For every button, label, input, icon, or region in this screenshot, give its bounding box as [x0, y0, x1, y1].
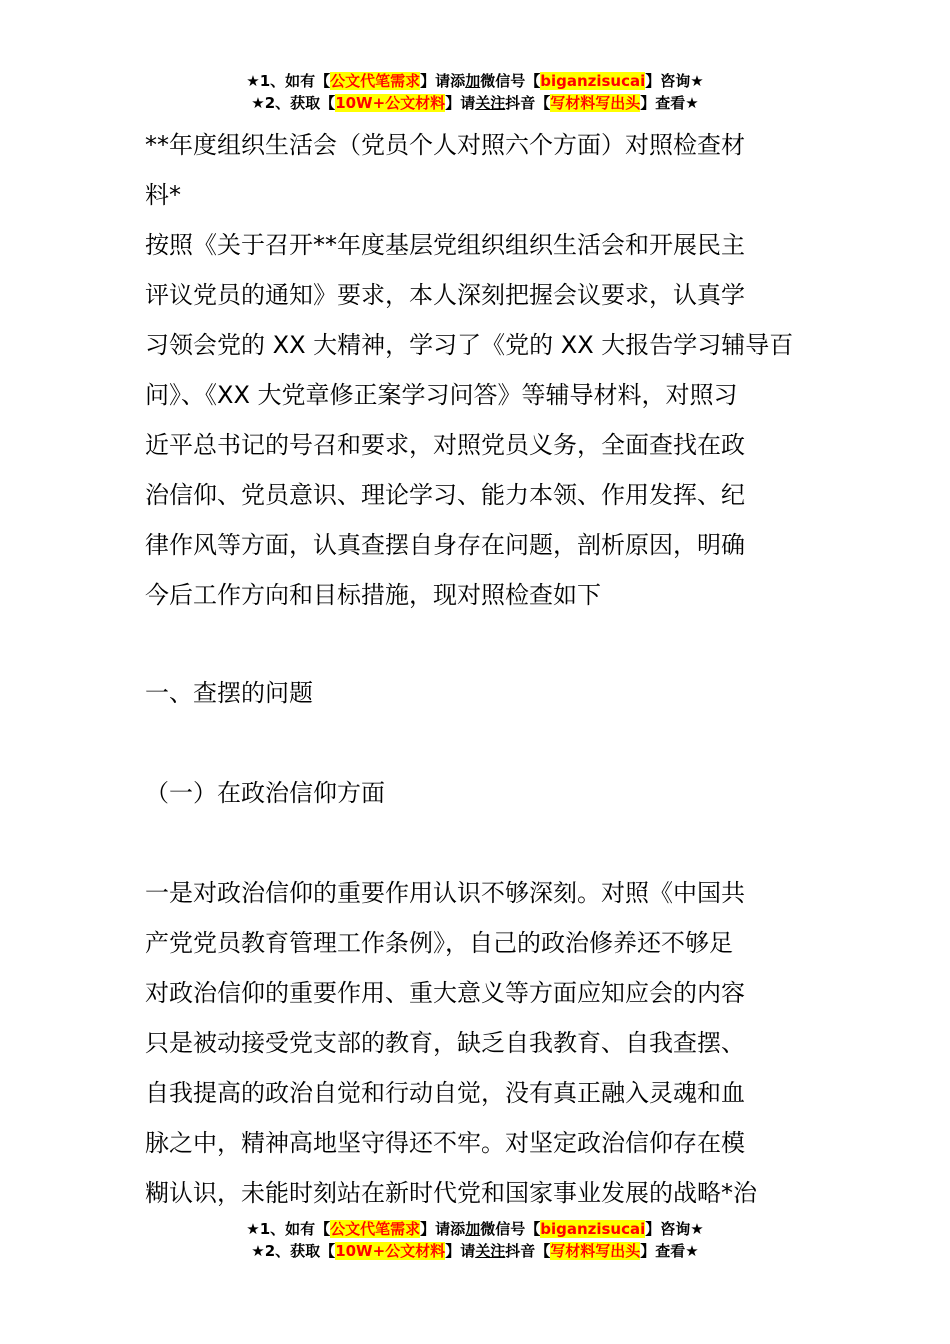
section-heading — [145, 668, 810, 718]
banner-douyin-id: 写材料写出头 — [550, 1242, 641, 1260]
document-title — [145, 120, 810, 220]
paragraph-line: 按照《关于召开**年度基层党组织组织生活会和开展民主 — [145, 231, 745, 259]
banner-line-2 — [0, 1240, 950, 1262]
paragraph-line: 只是被动接受党支部的教育，缺乏自我教育、自我查摆、 — [145, 1029, 745, 1057]
banner-wechat-id: biganzisucai — [540, 72, 646, 90]
bottom-banner — [0, 1218, 950, 1262]
intro-paragraph — [145, 220, 810, 620]
paragraph-line: 习领会党的 XX 大精神，学习了《党的 XX 大报告学习辅导百 — [145, 331, 794, 359]
banner-line-1 — [0, 70, 950, 92]
banner-text: 】请 — [445, 94, 476, 112]
banner-underlined-text: 加 — [465, 72, 481, 90]
title-line: **年度组织生活会（党员个人对照六个方面）对照检查材 — [145, 131, 745, 159]
banner-underlined-text: 关注 — [475, 94, 506, 112]
paragraph-line: 治信仰、党员意识、理论学习、能力本领、作用发挥、纪 — [145, 481, 745, 509]
paragraph-line: 产党党员教育管理工作条例》，自己的政治修养还不够足 — [145, 929, 733, 957]
paragraph-line: 自我提高的政治自觉和行动自觉，没有真正融入灵魂和血 — [145, 1079, 745, 1107]
banner-text: 抖音【 — [505, 94, 551, 112]
banner-text: 】查看★ — [640, 1242, 699, 1260]
body-paragraph — [145, 868, 810, 1218]
banner-highlight: 公文代笔需求 — [330, 72, 421, 90]
banner-text: ★1、如有【 — [246, 72, 331, 90]
paragraph-line: 今后工作方向和目标措施，现对照检查如下 — [145, 581, 601, 609]
banner-line-2 — [0, 92, 950, 114]
banner-text: ★2、获取【 — [251, 1242, 336, 1260]
paragraph-line: 对政治信仰的重要作用、重大意义等方面应知应会的内容 — [145, 979, 745, 1007]
banner-text: 】请添 — [420, 72, 466, 90]
subsection-heading — [145, 768, 810, 818]
paragraph-line: 一是对政治信仰的重要作用认识不够深刻。对照《中国共 — [145, 879, 745, 907]
banner-text: 】咨询★ — [645, 1220, 704, 1238]
banner-text: 微信号【 — [480, 72, 541, 90]
banner-text: ★2、获取【 — [251, 94, 336, 112]
subsection-heading-text: （一）在政治信仰方面 — [145, 779, 385, 807]
banner-highlight: 10W+公文材料 — [335, 94, 446, 112]
banner-line-1 — [0, 1218, 950, 1240]
paragraph-line: 糊认识，未能时刻站在新时代党和国家事业发展的战略*治 — [145, 1179, 757, 1207]
banner-highlight: 10W+公文材料 — [335, 1242, 446, 1260]
banner-highlight: 公文代笔需求 — [330, 1220, 421, 1238]
banner-douyin-id: 写材料写出头 — [550, 94, 641, 112]
banner-text: 】咨询★ — [645, 72, 704, 90]
paragraph-line: 近平总书记的号召和要求，对照党员义务，全面查找在政 — [145, 431, 745, 459]
paragraph-line: 评议党员的通知》要求，本人深刻把握会议要求，认真学 — [145, 281, 745, 309]
banner-text: 抖音【 — [505, 1242, 551, 1260]
top-banner — [0, 70, 950, 114]
banner-text: ★1、如有【 — [246, 1220, 331, 1238]
banner-text: 】查看★ — [640, 94, 699, 112]
paragraph-line: 律作风等方面，认真查摆自身存在问题，剖析原因，明确 — [145, 531, 745, 559]
banner-text: 微信号【 — [480, 1220, 541, 1238]
banner-underlined-text: 关注 — [475, 1242, 506, 1260]
banner-underlined-text: 加 — [465, 1220, 481, 1238]
banner-text: 】请添 — [420, 1220, 466, 1238]
paragraph-line: 问》、《XX 大党章修正案学习问答》等辅导材料，对照习 — [145, 381, 738, 409]
title-line: 料* — [145, 181, 181, 209]
section-heading-text: 一、查摆的问题 — [145, 679, 313, 707]
banner-wechat-id: biganzisucai — [540, 1220, 646, 1238]
banner-text: 】请 — [445, 1242, 476, 1260]
paragraph-line: 脉之中，精神高地坚守得还不牢。对坚定政治信仰存在模 — [145, 1129, 745, 1157]
